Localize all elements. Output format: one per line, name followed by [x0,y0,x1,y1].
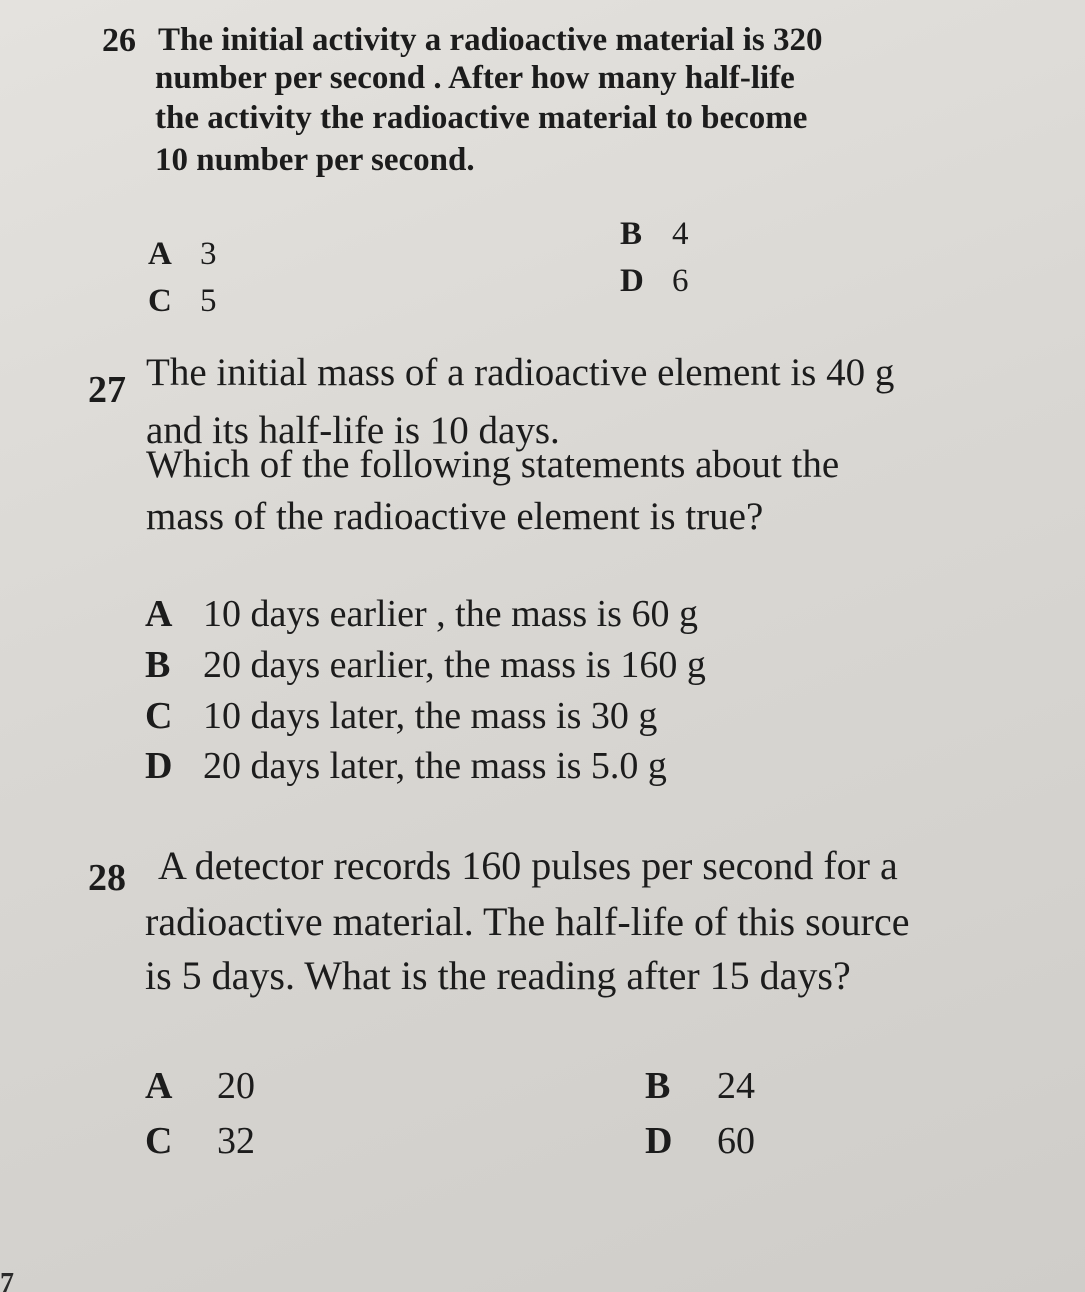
option-text: 32 [217,1120,255,1162]
page-number: 7 [0,1268,14,1292]
option-b[interactable] [645,1064,755,1108]
question-text-line: is 5 days. What is the reading after 15 days? [145,953,851,998]
option-letter: A [145,1065,173,1107]
question-text-line: Which of the following statements about the [146,443,840,486]
option-letter: D [620,263,644,299]
option-text: 10 days later, the mass is 30 g [203,695,658,737]
option-text: 60 [717,1120,755,1162]
option-text: 20 [217,1065,255,1107]
question-text-line: the activity the radioactive material to become [155,100,808,136]
option-a[interactable] [145,592,698,636]
option-letter: B [645,1065,671,1107]
question-text-line: 10 number per second. [155,142,475,178]
question-text-line: The initial mass of a radioactive element is 40 g [146,351,895,394]
question-text-line: and its half-life is 10 days. [146,409,560,452]
question-number: 28 [88,857,126,899]
option-text: 6 [672,263,689,299]
option-text: 5 [200,283,217,319]
option-c[interactable] [145,1119,255,1163]
option-text: 3 [200,236,217,272]
question-text-line: number per second . After how many half-life [155,60,795,96]
option-text: 20 days later, the mass is 5.0 g [203,745,667,787]
option-letter: A [148,236,172,272]
option-d[interactable] [620,263,689,300]
question-number: 27 [88,369,126,411]
option-letter: B [145,644,171,686]
option-letter: A [145,593,173,635]
option-a[interactable] [145,1064,255,1108]
option-text: 4 [672,216,689,252]
option-a[interactable] [148,236,217,273]
option-c[interactable] [148,283,217,320]
question-text-line: The initial activity a radioactive material is 320 [158,22,823,58]
option-text: 24 [717,1065,755,1107]
option-b[interactable] [620,216,689,253]
option-letter: C [145,1120,173,1162]
option-letter: C [148,283,172,319]
option-text: 10 days earlier , the mass is 60 g [203,593,698,635]
option-letter: D [645,1120,673,1162]
option-letter: D [145,745,173,787]
option-text: 20 days earlier, the mass is 160 g [203,644,706,686]
option-b[interactable] [145,643,706,687]
option-d[interactable] [145,744,667,788]
question-text-line: radioactive material. The half-life of this source [145,899,910,944]
option-letter: B [620,216,643,252]
question-text-line: A detector records 160 pulses per second for a [158,843,898,888]
option-letter: C [145,695,173,737]
question-number: 26 [102,22,136,59]
question-text-line: mass of the radioactive element is true? [146,495,764,538]
option-c[interactable] [145,694,657,738]
option-d[interactable] [645,1119,755,1163]
